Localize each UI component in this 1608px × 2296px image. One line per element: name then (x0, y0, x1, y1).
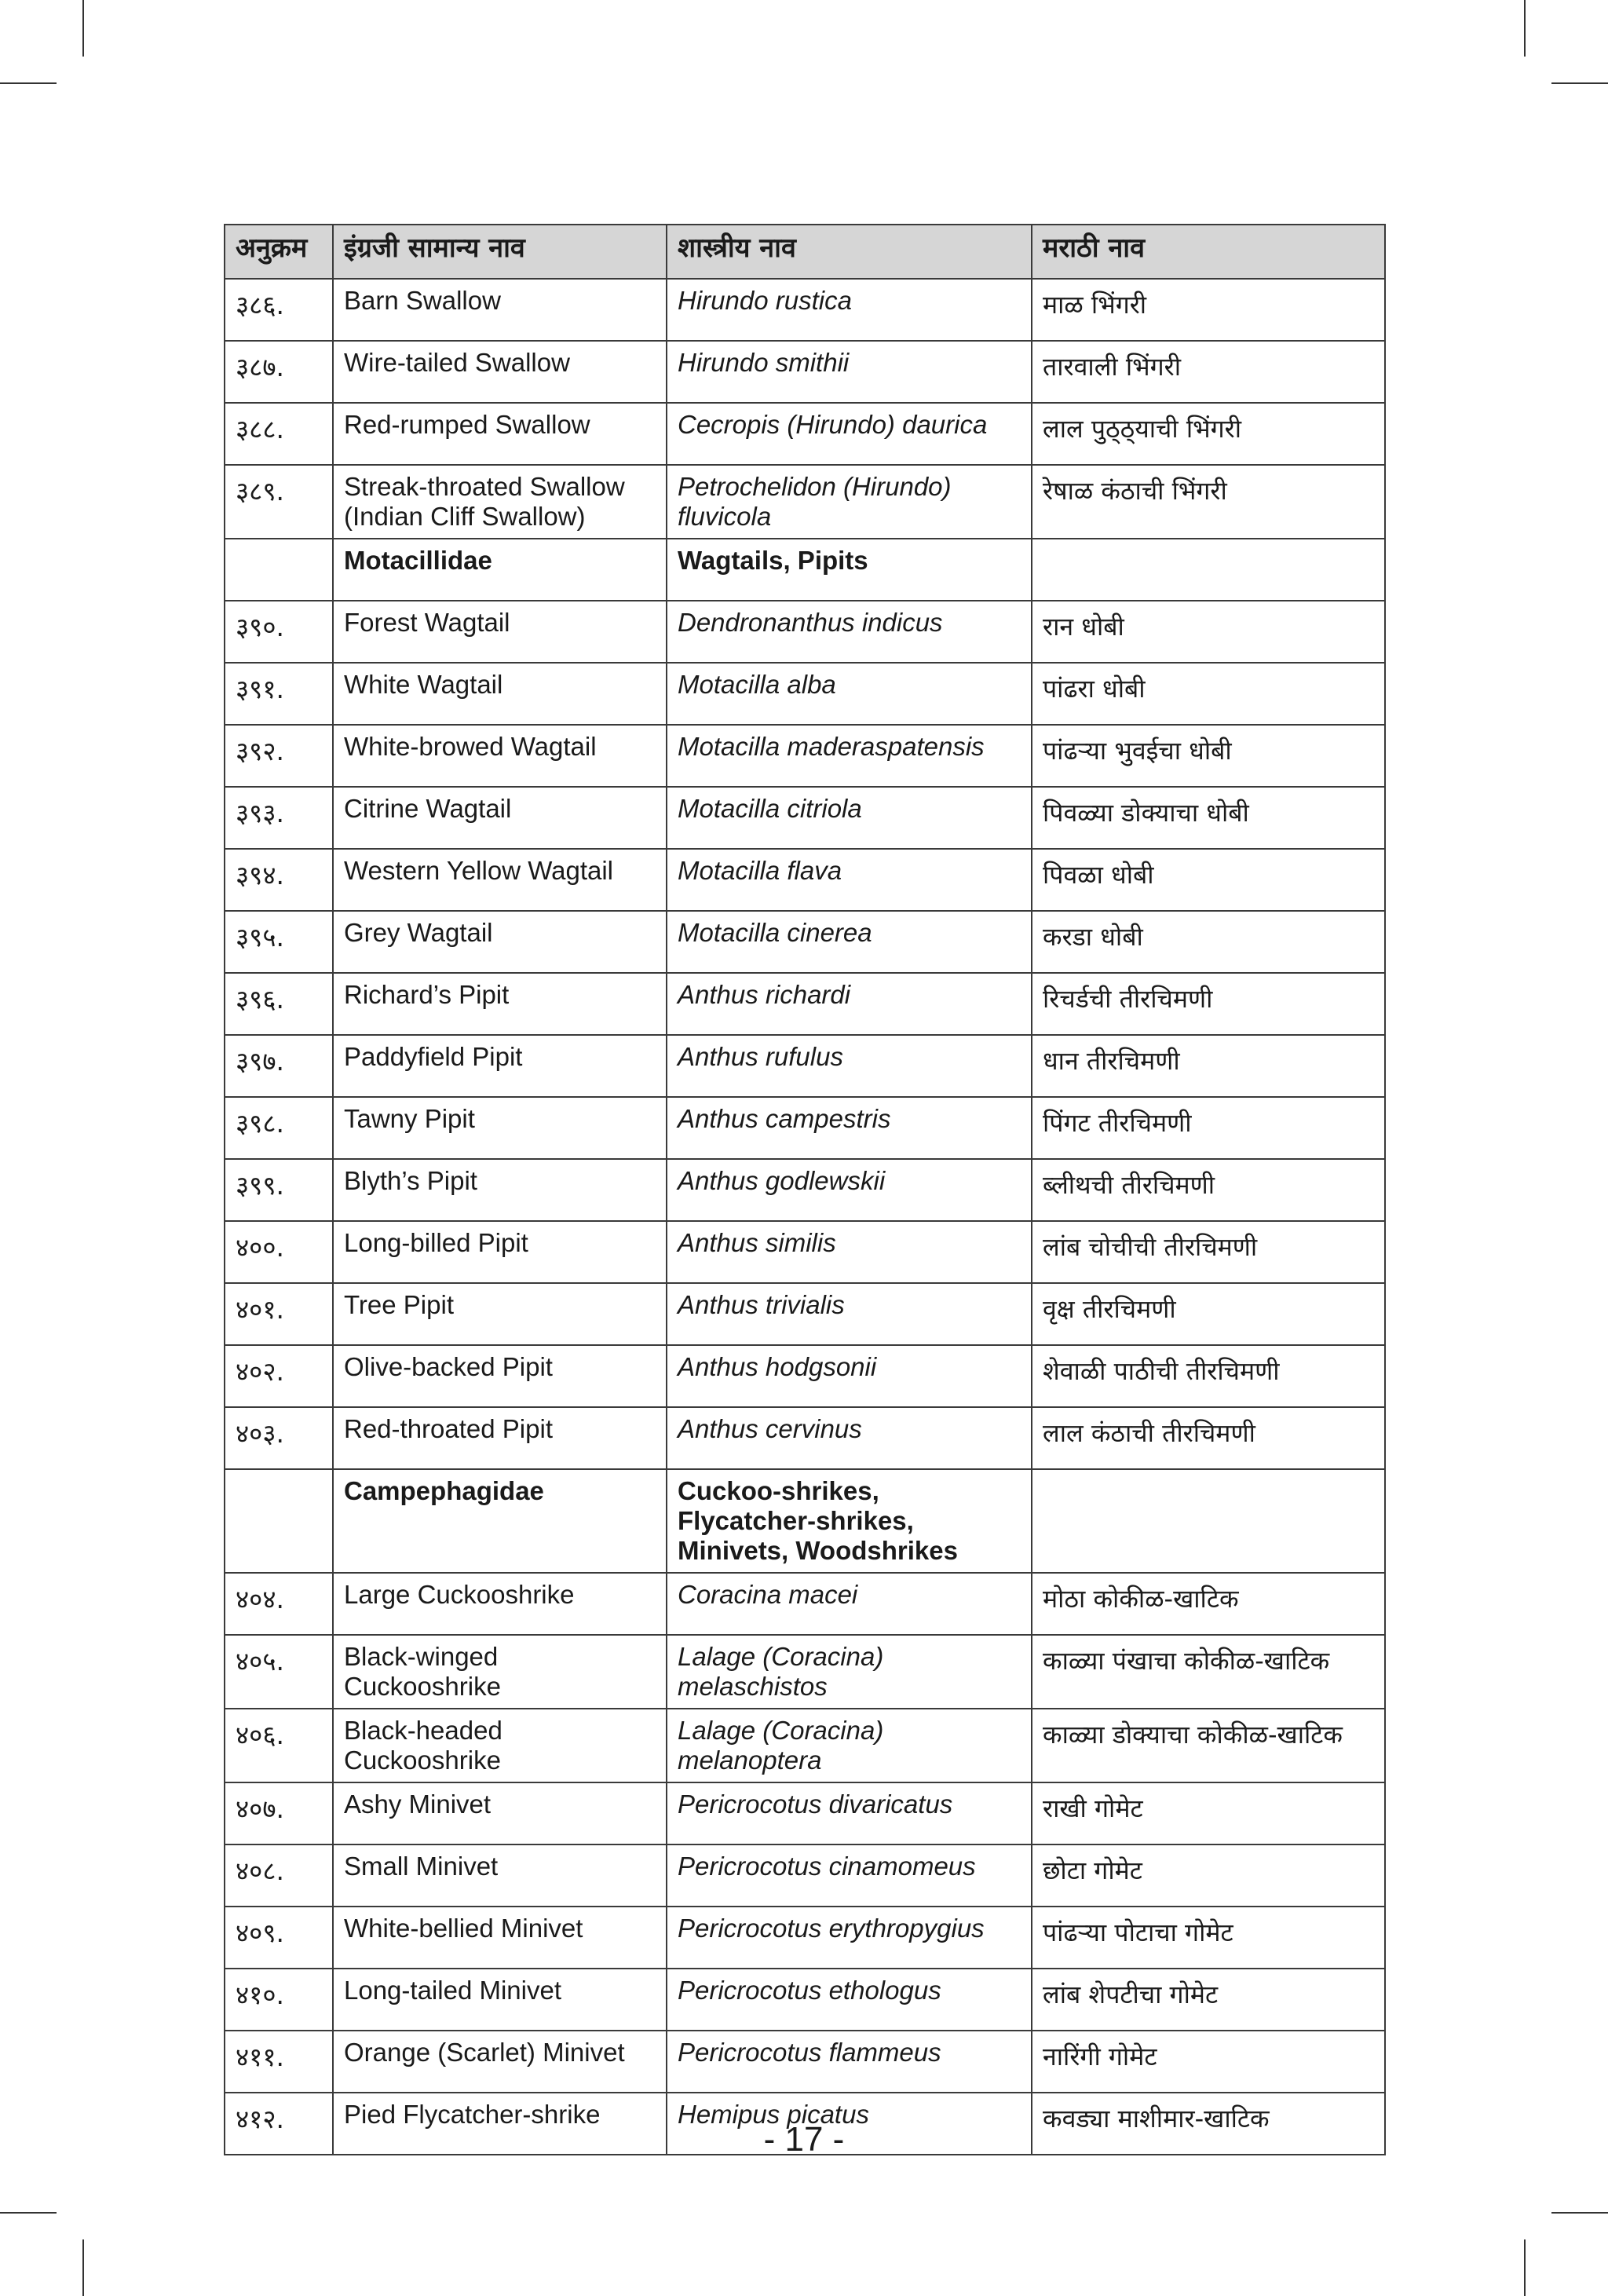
scientific-name-cell: Pericrocotus divaricatus (667, 1782, 1032, 1844)
english-name-cell: Red-rumped Swallow (333, 403, 667, 465)
marathi-name-cell: ब्लीथची तीरचिमणी (1032, 1159, 1385, 1221)
crop-mark-bottom-left-h (0, 2212, 57, 2214)
serial-number-cell: ३८७. (225, 341, 333, 403)
marathi-name-cell: रिचर्डची तीरचिमणी (1032, 973, 1385, 1035)
table-row (225, 1035, 1385, 1097)
serial-number-cell: ४०४. (225, 1573, 333, 1635)
marathi-name-cell: मोठा कोकीळ-खाटिक (1032, 1573, 1385, 1635)
marathi-name-cell: कवड्या माशीमार-खाटिक (1032, 2093, 1385, 2155)
scientific-name-cell: Motacilla citriola (667, 787, 1032, 849)
marathi-name-cell: नारिंगी गोमेट (1032, 2031, 1385, 2093)
crop-mark-bottom-right-h (1551, 2212, 1608, 2214)
serial-number-cell: ३८८. (225, 403, 333, 465)
marathi-name-cell: पिवळा धोबी (1032, 849, 1385, 911)
english-name-cell: Grey Wagtail (333, 911, 667, 973)
serial-number-cell: ४०१. (225, 1283, 333, 1345)
serial-number-cell: ३९१. (225, 663, 333, 725)
english-name-cell: Tawny Pipit (333, 1097, 667, 1159)
english-name-cell: Western Yellow Wagtail (333, 849, 667, 911)
marathi-name-cell: पांढरा धोबी (1032, 663, 1385, 725)
serial-number-cell: ३९७. (225, 1035, 333, 1097)
marathi-name-cell: करडा धोबी (1032, 911, 1385, 973)
marathi-name-cell: छोटा गोमेट (1032, 1844, 1385, 1907)
table-row (225, 1573, 1385, 1635)
family-row (225, 539, 1385, 601)
english-name-cell: Olive-backed Pipit (333, 1345, 667, 1407)
scientific-name-cell: Motacilla maderaspatensis (667, 725, 1032, 787)
english-name-cell: Campephagidae (333, 1469, 667, 1573)
english-name-cell: Streak-throated Swallow (Indian Cliff Swallow) (333, 465, 667, 539)
marathi-name-cell: लाल पुठ्ठ्याची भिंगरी (1032, 403, 1385, 465)
english-name-cell: Long-billed Pipit (333, 1221, 667, 1283)
serial-number-cell: ४०२. (225, 1345, 333, 1407)
scientific-name-cell: Pericrocotus cinamomeus (667, 1844, 1032, 1907)
table-row (225, 1969, 1385, 2031)
scientific-name-cell: Lalage (Coracina) melanoptera (667, 1709, 1032, 1782)
scientific-name-cell: Motacilla alba (667, 663, 1032, 725)
english-name-cell: Tree Pipit (333, 1283, 667, 1345)
english-name-cell: Forest Wagtail (333, 601, 667, 663)
english-name-cell: Long-tailed Minivet (333, 1969, 667, 2031)
marathi-name-cell: राखी गोमेट (1032, 1782, 1385, 1844)
marathi-name-cell: तारवाली भिंगरी (1032, 341, 1385, 403)
table-row (225, 1709, 1385, 1782)
marathi-name-cell: धान तीरचिमणी (1032, 1035, 1385, 1097)
english-name-cell: Black-headed Cuckooshrike (333, 1709, 667, 1782)
marathi-name-cell (1032, 539, 1385, 601)
table-row (225, 279, 1385, 341)
scientific-name-cell: Cecropis (Hirundo) daurica (667, 403, 1032, 465)
table-row (225, 1407, 1385, 1469)
marathi-name-cell: पांढऱ्या पोटाचा गोमेट (1032, 1907, 1385, 1969)
english-name-cell: Richard’s Pipit (333, 973, 667, 1035)
serial-number-cell (225, 539, 333, 601)
scientific-name-cell: Pericrocotus ethologus (667, 1969, 1032, 2031)
family-row (225, 1469, 1385, 1573)
header-serial-number: अनुक्रम (225, 225, 333, 279)
english-name-cell: White-bellied Minivet (333, 1907, 667, 1969)
serial-number-cell: ३९३. (225, 787, 333, 849)
scientific-name-cell: Hirundo smithii (667, 341, 1032, 403)
table-row (225, 1221, 1385, 1283)
table-row (225, 1345, 1385, 1407)
table-row (225, 1635, 1385, 1709)
marathi-name-cell: माळ भिंगरी (1032, 279, 1385, 341)
marathi-name-cell: रान धोबी (1032, 601, 1385, 663)
table-row (225, 911, 1385, 973)
scientific-name-cell: Motacilla flava (667, 849, 1032, 911)
table-row (225, 1097, 1385, 1159)
english-name-cell: White-browed Wagtail (333, 725, 667, 787)
english-name-cell: Ashy Minivet (333, 1782, 667, 1844)
scientific-name-cell: Motacilla cinerea (667, 911, 1032, 973)
scientific-name-cell: Coracina macei (667, 1573, 1032, 1635)
english-name-cell: Blyth’s Pipit (333, 1159, 667, 1221)
table-header (225, 225, 1385, 279)
marathi-name-cell: लाल कंठाची तीरचिमणी (1032, 1407, 1385, 1469)
scientific-name-cell: Pericrocotus flammeus (667, 2031, 1032, 2093)
english-name-cell: Motacillidae (333, 539, 667, 601)
table-row (225, 465, 1385, 539)
table-row (225, 341, 1385, 403)
crop-mark-top-right-h (1551, 82, 1608, 84)
scientific-name-cell: Hemipus picatus (667, 2093, 1032, 2155)
scientific-name-cell: Anthus cervinus (667, 1407, 1032, 1469)
table-row (225, 1283, 1385, 1345)
english-name-cell: Small Minivet (333, 1844, 667, 1907)
table-body (225, 279, 1385, 2155)
scientific-name-cell: Anthus richardi (667, 973, 1032, 1035)
serial-number-cell: ४१०. (225, 1969, 333, 2031)
table-row (225, 1159, 1385, 1221)
header-marathi-name: मराठी नाव (1032, 225, 1385, 279)
bird-checklist-table (224, 224, 1386, 2155)
header-row (225, 225, 1385, 279)
table-row (225, 2031, 1385, 2093)
english-name-cell: Pied Flycatcher-shrike (333, 2093, 667, 2155)
crop-mark-bottom-right (1524, 2239, 1526, 2296)
serial-number-cell: ३८६. (225, 279, 333, 341)
marathi-name-cell: पिंगट तीरचिमणी (1032, 1097, 1385, 1159)
serial-number-cell: ३९५. (225, 911, 333, 973)
scientific-name-cell: Anthus trivialis (667, 1283, 1032, 1345)
table-row (225, 601, 1385, 663)
scientific-name-cell: Petrochelidon (Hirundo) fluvicola (667, 465, 1032, 539)
marathi-name-cell (1032, 1469, 1385, 1573)
scientific-name-cell: Anthus rufulus (667, 1035, 1032, 1097)
serial-number-cell: ३८९. (225, 465, 333, 539)
crop-mark-top-right (1524, 0, 1526, 57)
scientific-name-cell: Anthus hodgsonii (667, 1345, 1032, 1407)
english-name-cell: Black-winged Cuckooshrike (333, 1635, 667, 1709)
serial-number-cell: ४०९. (225, 1907, 333, 1969)
marathi-name-cell: पांढऱ्या भुवईचा धोबी (1032, 725, 1385, 787)
serial-number-cell: ३९०. (225, 601, 333, 663)
table-row (225, 849, 1385, 911)
english-name-cell: Citrine Wagtail (333, 787, 667, 849)
table-row (225, 787, 1385, 849)
serial-number-cell: ४०६. (225, 1709, 333, 1782)
table-row (225, 1907, 1385, 1969)
serial-number-cell: ४११. (225, 2031, 333, 2093)
serial-number-cell: ३९६. (225, 973, 333, 1035)
table-row (225, 663, 1385, 725)
marathi-name-cell: पिवळ्या डोक्याचा धोबी (1032, 787, 1385, 849)
serial-number-cell: ४१२. (225, 2093, 333, 2155)
serial-number-cell: ४०३. (225, 1407, 333, 1469)
scientific-name-cell: Dendronanthus indicus (667, 601, 1032, 663)
marathi-name-cell: शेवाळी पाठीची तीरचिमणी (1032, 1345, 1385, 1407)
marathi-name-cell: काळ्या डोक्याचा कोकीळ-खाटिक (1032, 1709, 1385, 1782)
english-name-cell: Wire-tailed Swallow (333, 341, 667, 403)
crop-mark-top-left-h (0, 82, 57, 84)
serial-number-cell (225, 1469, 333, 1573)
table-row (225, 403, 1385, 465)
marathi-name-cell: काळ्या पंखाचा कोकीळ-खाटिक (1032, 1635, 1385, 1709)
serial-number-cell: ३९८. (225, 1097, 333, 1159)
marathi-name-cell: वृक्ष तीरचिमणी (1032, 1283, 1385, 1345)
scientific-name-cell: Pericrocotus erythropygius (667, 1907, 1032, 1969)
marathi-name-cell: लांब चोचीची तीरचिमणी (1032, 1221, 1385, 1283)
table-row (225, 725, 1385, 787)
crop-mark-top-left (82, 0, 84, 57)
header-english-name: इंग्रजी सामान्य नाव (333, 225, 667, 279)
serial-number-cell: ४००. (225, 1221, 333, 1283)
table-row (225, 1782, 1385, 1844)
scientific-name-cell: Wagtails, Pipits (667, 539, 1032, 601)
scientific-name-cell: Cuckoo-shrikes, Flycatcher-shrikes, Minivets, Woodshrikes (667, 1469, 1032, 1573)
crop-mark-bottom-left (82, 2239, 84, 2296)
page-number: - 17 - (763, 2120, 845, 2159)
header-scientific-name: शास्त्रीय नाव (667, 225, 1032, 279)
english-name-cell: White Wagtail (333, 663, 667, 725)
table-row (225, 973, 1385, 1035)
serial-number-cell: ४०८. (225, 1844, 333, 1907)
serial-number-cell: ३९९. (225, 1159, 333, 1221)
english-name-cell: Red-throated Pipit (333, 1407, 667, 1469)
serial-number-cell: ३९४. (225, 849, 333, 911)
english-name-cell: Large Cuckooshrike (333, 1573, 667, 1635)
scientific-name-cell: Anthus similis (667, 1221, 1032, 1283)
serial-number-cell: ४०७. (225, 1782, 333, 1844)
english-name-cell: Paddyfield Pipit (333, 1035, 667, 1097)
scientific-name-cell: Lalage (Coracina) melaschistos (667, 1635, 1032, 1709)
serial-number-cell: ४०५. (225, 1635, 333, 1709)
english-name-cell: Barn Swallow (333, 279, 667, 341)
serial-number-cell: ३९२. (225, 725, 333, 787)
scientific-name-cell: Anthus campestris (667, 1097, 1032, 1159)
marathi-name-cell: रेषाळ कंठाची भिंगरी (1032, 465, 1385, 539)
scientific-name-cell: Anthus godlewskii (667, 1159, 1032, 1221)
english-name-cell: Orange (Scarlet) Minivet (333, 2031, 667, 2093)
table-row (225, 1844, 1385, 1907)
scientific-name-cell: Hirundo rustica (667, 279, 1032, 341)
marathi-name-cell: लांब शेपटीचा गोमेट (1032, 1969, 1385, 2031)
